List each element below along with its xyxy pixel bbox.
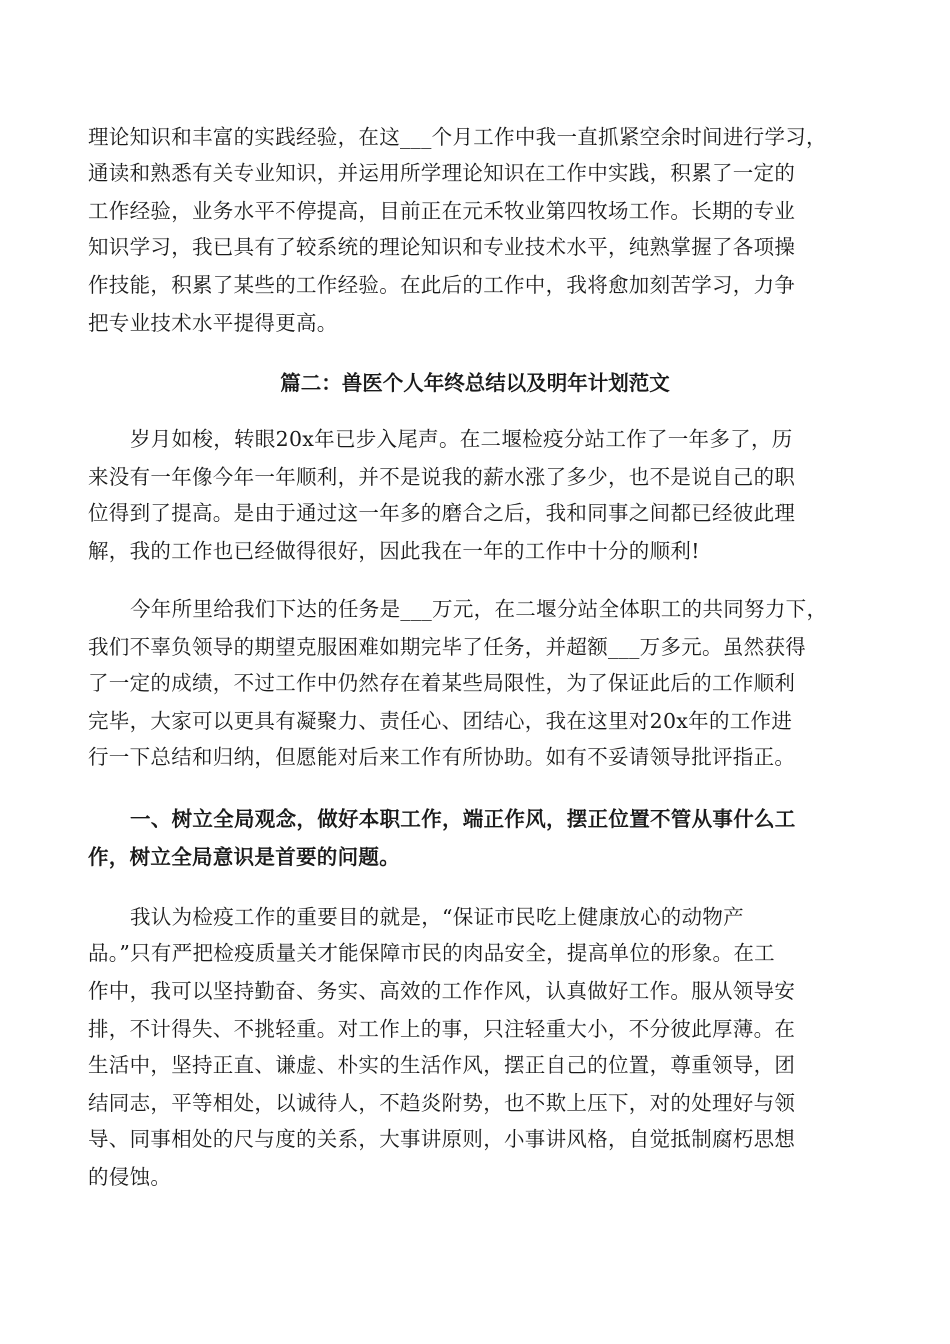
paragraph-1-line-1: 岁月如梭，转眼20x年已步入尾声。在二堰检疫分站工作了一年多了，历 (130, 427, 793, 451)
intro-line-5: 作技能，积累了某些的工作经验。在此后的工作中，我将愈加刻苦学习，力争 (88, 273, 796, 297)
paragraph-2-line-4: 完毕，大家可以更具有凝聚力、责任心、团结心，我在这里对20x年的工作进 (88, 709, 793, 733)
intro-line-6: 把专业技术水平提得更高。 (88, 311, 338, 335)
intro-line-2: 通读和熟悉有关专业知识，并运用所学理论知识在工作中实践，积累了一定的 (88, 161, 796, 185)
section-title: 篇二：兽医个人年终总结以及明年计划范文 (280, 371, 670, 395)
paragraph-1-line-4: 解，我的工作也已经做得很好，因此我在一年的工作中十分的顺利! (88, 539, 700, 563)
paragraph-2-line-5: 行一下总结和归纳，但愿能对后来工作有所协助。如有不妥请领导批评指正。 (88, 745, 796, 769)
paragraph-2-line-3: 了一定的成绩，不过工作中仍然存在着某些局限性，为了保证此后的工作顺利 (88, 671, 796, 695)
paragraph-3-line-5: 生活中，坚持正直、谦虚、朴实的生活作风，摆正自己的位置，尊重领导，团 (88, 1053, 796, 1077)
subheading-1-line-1: 一、树立全局观念，做好本职工作，端正作风，摆正位置不管从事什么工 (130, 807, 796, 831)
paragraph-2-line-2: 我们不辜负领导的期望克服困难如期完毕了任务，并超额___万多元。虽然获得 (88, 635, 807, 659)
intro-line-1: 理论知识和丰富的实践经验，在这___个月工作中我一直抓紧空余时间进行学习， (88, 125, 827, 149)
paragraph-3-line-7: 导、同事相处的尺与度的关系，大事讲原则，小事讲风格，自觉抵制腐朽思想 (88, 1127, 796, 1151)
paragraph-2-line-1: 今年所里给我们下达的任务是___万元，在二堰分站全体职工的共同努力下， (130, 597, 828, 621)
subheading-1-line-2: 作，树立全局意识是首要的问题。 (88, 845, 400, 869)
paragraph-3-line-4: 排，不计得失、不挑轻重。对工作上的事，只注轻重大小，不分彼此厚薄。在 (88, 1017, 796, 1041)
paragraph-3-line-1: 我认为检疫工作的重要目的就是，“保证市民吃上健康放心的动物产 (130, 905, 744, 929)
paragraph-3-line-8: 的侵蚀。 (88, 1165, 172, 1189)
paragraph-3-line-6: 结同志，平等相处，以诚待人，不趋炎附势，也不欺上压下，对的处理好与领 (88, 1091, 796, 1115)
intro-line-4: 知识学习，我已具有了较系统的理论知识和专业技术水平，纯熟掌握了各项操 (88, 235, 796, 259)
paragraph-3-line-2: 品。”只有严把检疫质量关才能保障市民的肉品安全，提高单位的形象。在工 (88, 941, 775, 965)
paragraph-1-line-2: 来没有一年像今年一年顺利，并不是说我的薪水涨了多少，也不是说自己的职 (88, 465, 796, 489)
paragraph-3-line-3: 作中，我可以坚持勤奋、务实、高效的工作作风，认真做好工作。服从领导安 (88, 979, 796, 1003)
paragraph-1-line-3: 位得到了提高。是由于通过这一年多的磨合之后，我和同事之间都已经彼此理 (88, 501, 796, 525)
intro-line-3: 工作经验，业务水平不停提高，目前正在元禾牧业第四牧场工作。长期的专业 (88, 199, 796, 223)
